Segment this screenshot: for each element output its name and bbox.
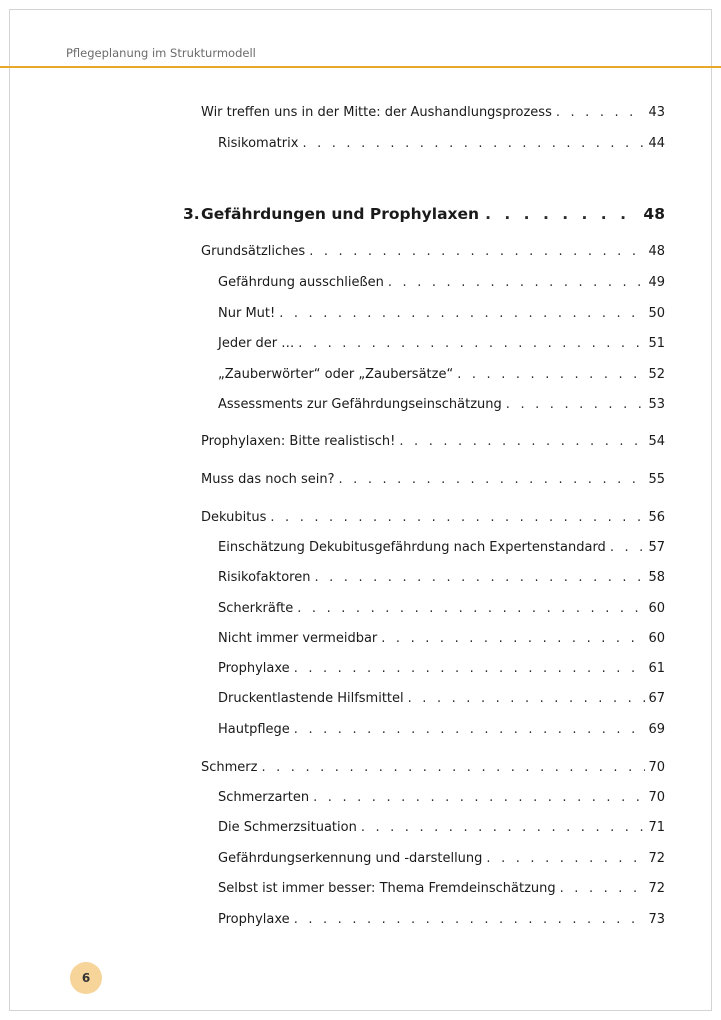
toc-entry[interactable] [218, 660, 665, 678]
toc-entry[interactable] [201, 759, 665, 777]
toc-entry-page: 69 [648, 722, 665, 737]
toc-entry-page: 60 [648, 601, 665, 616]
toc-entry-title: Grundsätzliches [201, 244, 306, 259]
toc-entry-page: 57 [648, 540, 665, 555]
toc-entry-page: 54 [648, 434, 665, 449]
toc-entry[interactable] [218, 335, 665, 353]
toc-entry-page: 72 [648, 881, 665, 896]
toc-entry-page: 48 [648, 244, 665, 259]
toc-leader-dots [388, 274, 646, 292]
toc-leader-dots [560, 880, 646, 898]
toc-entry[interactable] [218, 789, 665, 807]
toc-leader-dots [381, 630, 645, 648]
toc-leader-dots [485, 204, 640, 224]
running-head: Pflegeplanung im Strukturmodell [66, 46, 256, 60]
toc-entry[interactable] [218, 630, 665, 648]
toc-entry-page: 55 [648, 472, 665, 487]
toc-entry-title: „Zauberwörter“ oder „Zaubersätze“ [218, 367, 454, 382]
toc-entry-title: Schmerzarten [218, 790, 310, 805]
toc-leader-dots [486, 850, 645, 868]
toc-entry[interactable] [218, 721, 665, 739]
toc-entry-page: 50 [648, 306, 665, 321]
toc-entry-page: 53 [648, 397, 665, 412]
toc-entry-title: Einschätzung Dekubitusgefährdung nach Expertenstandard [218, 540, 606, 555]
toc-leader-dots [457, 366, 645, 384]
toc-entry-page: 56 [648, 510, 665, 525]
toc-entry[interactable] [201, 243, 665, 261]
toc-entry-title: Wir treffen uns in der Mitte: der Aushandlungsprozess [201, 105, 552, 120]
toc-entry-title: Schmerz [201, 760, 258, 775]
toc-entry-title: Assessments zur Gefährdungseinschätzung [218, 397, 502, 412]
toc-entry-page: 51 [648, 336, 665, 351]
toc-entry[interactable] [218, 850, 665, 868]
toc-leader-dots [298, 335, 645, 353]
header-rule [0, 66, 721, 68]
toc-leader-dots [339, 471, 646, 489]
toc-entry-title: Prophylaxe [218, 661, 290, 676]
toc-leader-dots [361, 819, 646, 837]
toc-chapter-entry[interactable] [183, 204, 665, 224]
toc-leader-dots [399, 433, 645, 451]
toc-entry-page: 60 [648, 631, 665, 646]
toc-entry-page: 70 [648, 790, 665, 805]
toc-leader-dots [294, 911, 646, 929]
toc-leader-dots [302, 135, 645, 153]
toc-entry-title: Prophylaxen: Bitte realistisch! [201, 434, 396, 449]
toc-entry-title: Nur Mut! [218, 306, 276, 321]
toc-entry[interactable] [218, 911, 665, 929]
toc-entry[interactable] [201, 433, 665, 451]
toc-leader-dots [309, 243, 645, 261]
toc-entry[interactable] [218, 274, 665, 292]
toc-leader-dots [313, 789, 645, 807]
toc-entry-title: Dekubitus [201, 510, 267, 525]
toc-entry-title: Gefährdungen und Prophylaxen [201, 205, 480, 223]
toc-entry-page: 44 [648, 136, 665, 151]
toc-entry[interactable] [218, 819, 665, 837]
toc-entry-page: 73 [648, 912, 665, 927]
toc-entry[interactable] [218, 396, 665, 414]
toc-entry-title: Muss das noch sein? [201, 472, 335, 487]
toc-leader-dots [408, 690, 646, 708]
toc-entry-title: Jeder der … [218, 336, 295, 351]
toc-entry[interactable] [218, 600, 665, 618]
toc-entry-page: 70 [648, 760, 665, 775]
toc-leader-dots [297, 600, 645, 618]
toc-entry[interactable] [218, 366, 665, 384]
toc-entry-page: 71 [648, 820, 665, 835]
toc-entry[interactable] [218, 539, 665, 557]
toc-leader-dots [294, 721, 646, 739]
toc-entry-title: Prophylaxe [218, 912, 290, 927]
toc-entry-title: Gefährdung ausschließen [218, 275, 384, 290]
toc-leader-dots [556, 104, 646, 122]
toc-entry[interactable] [218, 305, 665, 323]
toc-leader-dots [610, 539, 646, 557]
toc-entry[interactable] [218, 569, 665, 587]
toc-entry-title: Die Schmerzsituation [218, 820, 357, 835]
toc-entry[interactable] [201, 104, 665, 122]
toc-entry-title: Hautpflege [218, 722, 290, 737]
toc-entry-page: 67 [648, 691, 665, 706]
toc-entry-title: Risikofaktoren [218, 570, 311, 585]
toc-entry[interactable] [201, 471, 665, 489]
toc-entry-page: 49 [648, 275, 665, 290]
toc-entry[interactable] [218, 135, 665, 153]
toc-entry-page: 72 [648, 851, 665, 866]
chapter-number: 3. [183, 205, 200, 223]
page-number-badge: 6 [70, 962, 102, 994]
toc-entry[interactable] [218, 690, 665, 708]
toc-entry[interactable] [218, 880, 665, 898]
toc-entry-page: 52 [648, 367, 665, 382]
toc-entry-page: 48 [643, 205, 665, 223]
toc-entry-title: Scherkräfte [218, 601, 294, 616]
toc-leader-dots [294, 660, 646, 678]
toc-entry-page: 43 [648, 105, 665, 120]
toc-entry-title: Nicht immer vermeidbar [218, 631, 378, 646]
toc-entry[interactable] [201, 509, 665, 527]
toc-entry-page: 61 [648, 661, 665, 676]
toc-leader-dots [261, 759, 645, 777]
toc-entry-title: Risikomatrix [218, 136, 299, 151]
toc-entry-title: Druckentlastende Hilfsmittel [218, 691, 404, 706]
toc-leader-dots [279, 305, 645, 323]
toc-leader-dots [314, 569, 645, 587]
toc-leader-dots [270, 509, 645, 527]
toc-entry-page: 58 [648, 570, 665, 585]
toc-entry-title: Gefährdungserkennung und -darstellung [218, 851, 483, 866]
toc-entry-title: Selbst ist immer besser: Thema Fremdeinschätzung [218, 881, 556, 896]
toc-leader-dots [506, 396, 646, 414]
